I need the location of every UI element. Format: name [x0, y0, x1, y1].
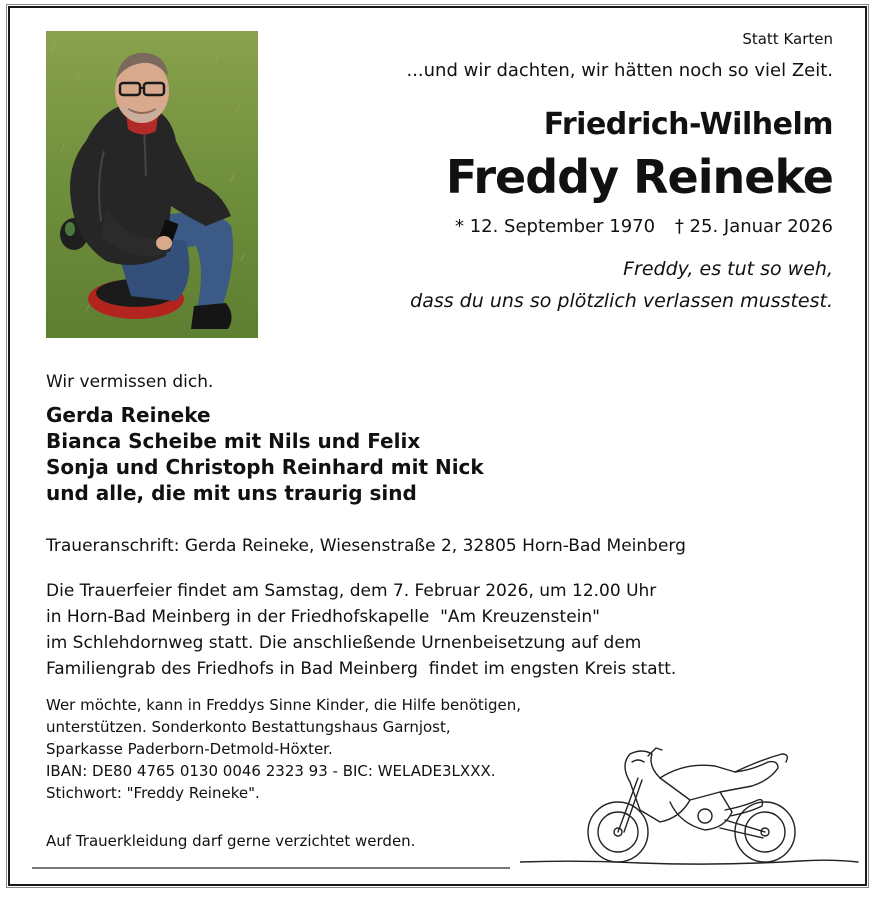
- ceremony-text: [46, 578, 806, 682]
- dedication-line: Freddy, es tut so weh,: [623, 258, 833, 280]
- ceremony-line: in Horn-Bad Meinberg in der Friedhofskapelle "Am Kreuzenstein": [46, 607, 600, 627]
- motorcycle-icon: [520, 740, 860, 870]
- mourners-list: [46, 402, 484, 506]
- mourner-line: Gerda Reineke: [46, 403, 211, 427]
- motorcycle-drawing: [520, 740, 860, 870]
- footer-divider: [32, 867, 510, 869]
- ceremony-line: im Schlehdornweg statt. Die anschließende Urnenbeisetzung auf dem: [46, 633, 642, 653]
- mourner-line: und alle, die mit uns traurig sind: [46, 481, 417, 505]
- portrait-illustration: [46, 31, 258, 338]
- mourner-line: Bianca Scheibe mit Nils und Felix: [46, 429, 421, 453]
- donation-line: Stichwort: "Freddy Reineke".: [46, 784, 260, 802]
- donation-line: IBAN: DE80 4765 0130 0046 2323 93 - BIC: WELADE3LXXX.: [46, 762, 496, 780]
- death-date: † 25. Januar 2026: [674, 216, 833, 237]
- donation-line: Wer möchte, kann in Freddys Sinne Kinder, die Hilfe benötigen,: [46, 696, 521, 714]
- portrait-photo: [46, 31, 258, 338]
- donation-line: unterstützen. Sonderkonto Bestattungshaus Garnjost,: [46, 718, 451, 736]
- mourner-line: Sonja und Christoph Reinhard mit Nick: [46, 455, 484, 479]
- mourning-address: Traueranschrift: Gerda Reineke, Wiesenstraße 2, 32805 Horn-Bad Meinberg: [46, 536, 686, 556]
- life-dates: [313, 216, 833, 237]
- donation-line: Sparkasse Paderborn-Detmold-Höxter.: [46, 740, 333, 758]
- dedication: [313, 253, 833, 317]
- ceremony-line: Familiengrab des Friedhofs in Bad Meinberg findet im engsten Kreis statt.: [46, 659, 677, 679]
- mourners-intro: Wir vermissen dich.: [46, 372, 214, 392]
- birth-date: * 12. September 1970: [454, 216, 656, 237]
- closing-note: Auf Trauerkleidung darf gerne verzichtet werden.: [46, 832, 416, 850]
- ceremony-line: Die Trauerfeier findet am Samstag, dem 7. Februar 2026, um 12.00 Uhr: [46, 581, 657, 601]
- dedication-line: dass du uns so plötzlich verlassen musstest.: [410, 290, 833, 312]
- statt-karten-label: Statt Karten: [742, 30, 833, 48]
- header-block: [313, 30, 833, 317]
- deceased-full-name: Freddy Reineke: [445, 150, 833, 204]
- deceased-first-name: Friedrich-Wilhelm: [543, 107, 833, 142]
- donation-text: [46, 694, 566, 804]
- opening-quote: ...und wir dachten, wir hätten noch so viel Zeit.: [406, 60, 833, 81]
